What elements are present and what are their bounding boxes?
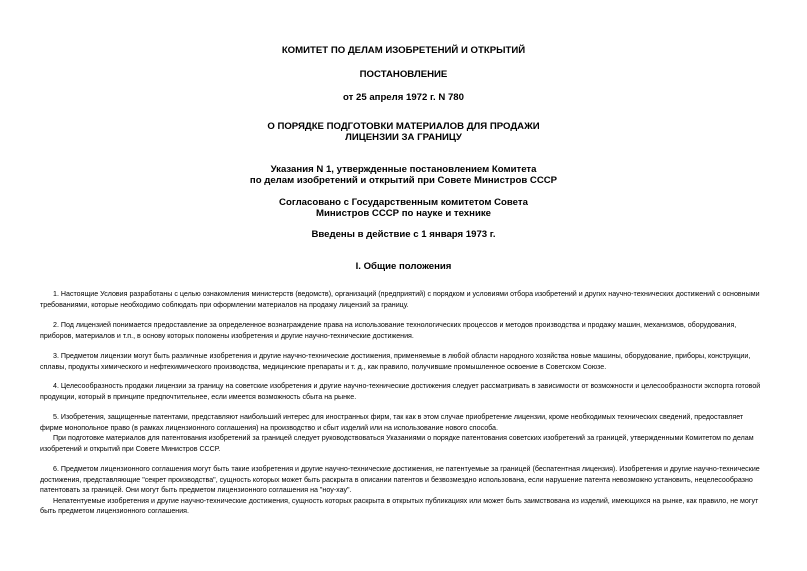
- paragraph-line: 5. Изобретения, защищенные патентами, представляют наибольший интерес для иностранных фирм, так как в этом случае приобретение лицензии, кроме необходимых технических сведений, предоставляет: [53, 413, 744, 421]
- approval-line-1: Указания N 1, утвержденные постановлением Комитета: [270, 164, 537, 175]
- paragraph-line: продукции, который в принципе предпочтительнее, если имеется возможность сбыта на рынке.: [40, 392, 357, 401]
- paragraph-line: 3. Предметом лицензии могут быть различные изобретения и другие научно-технические достижения, применяемые в любой области народного хозяйства новые машины, оборудование, приборы, конструкции,: [53, 352, 751, 360]
- paragraph-line: сплавы, продукты химического и нефтехимического производства, медицинские препараты и т. д., как правило, получившие промышленное освоение в Советском Союзе.: [40, 362, 607, 371]
- effective-date: Введены в действие с 1 января 1973 г.: [311, 229, 496, 240]
- paragraph-line: патентовать за границей. Они могут быть предметом лицензионного соглашения на "ноу-хау".: [40, 486, 352, 494]
- paragraph-line: 1. Настоящие Условия разработаны с целью ознакомления министерств (ведомств), организаций (предприятий) с порядком и условиями отбора изобретений и других научно-технических достижений с основными: [53, 290, 760, 298]
- paragraph-5: [40, 412, 767, 454]
- agreed-line-1: Согласовано с Государственным комитетом Совета: [279, 197, 528, 208]
- paragraph-line: требованиями, которые необходимо соблюдать при оформлении материалов на продажу лицензий за границу.: [40, 300, 409, 309]
- paragraph-line: быть предметом лицензионного соглашения.: [40, 507, 189, 515]
- paragraph-4: [40, 381, 767, 402]
- paragraph-1: [40, 289, 767, 310]
- approval-line-2: по делам изобретений и открытий при Совете Министров СССР: [249, 175, 558, 186]
- paragraph-line: 4. Целесообразность продажи лицензии за границу на советские изобретения и другие научно-технические достижения следует рассматривать в зависимости от возможности и целесообразности экспорта готовой: [53, 382, 761, 390]
- paragraph-line: приборов, материалов и т.п., в основу которых положены изобретения и другие научно-технические достижения.: [40, 331, 414, 340]
- paragraph-6: [40, 464, 767, 517]
- paragraph-line: фирме монопольное право (в рамках лицензионного соглашения) на производство и сбыт изделий или на использование нового способа.: [40, 423, 498, 432]
- paragraph-3: [40, 351, 767, 372]
- paragraph-line: изобретений и открытий при Совете Министров СССР.: [40, 444, 221, 453]
- title-line-1: О ПОРЯДКЕ ПОДГОТОВКИ МАТЕРИАЛОВ ДЛЯ ПРОДАЖИ: [267, 121, 540, 132]
- paragraph-line: 6. Предметом лицензионного соглашения могут быть такие изобретения и другие научно-технические достижения, не патентуемые за границей (беспатентная лицензия). Изобретения и другие научно-технические: [53, 465, 760, 473]
- agreed-line-2: Министров СССР по науке и технике: [316, 208, 491, 219]
- paragraph-line: Непатентуемые изобретения и другие научно-технические достижения, сущность которых раскрыта в открытых публикациях или может быть заимствована из изделий, имеющихся на рынке, как правило, не могут: [53, 496, 759, 505]
- committee-heading: КОМИТЕТ ПО ДЕЛАМ ИЗОБРЕТЕНИЙ И ОТКРЫТИЙ: [281, 45, 526, 56]
- title-line-2: ЛИЦЕНЗИИ ЗА ГРАНИЦУ: [345, 132, 462, 143]
- section-heading: I. Общие положения: [355, 261, 452, 272]
- paragraph-line: достижения, представляющие "секрет производства", сущность которых может быть раскрыта в описании патентов и безвозмездно использована, если нарушение патента невозможно установить, нецелесообразно: [40, 475, 753, 484]
- paragraph-line: 2. Под лицензией понимается предоставление за определенное вознаграждение права на использование технологических процессов и методов производства и продажу машин, механизмов, оборудования,: [53, 321, 737, 329]
- date-number: от 25 апреля 1972 г. N 780: [343, 92, 464, 103]
- paragraph-2: [40, 320, 767, 341]
- paragraph-line: При подготовке материалов для патентования изобретений за границей следует руководствоваться Указаниями о порядке патентования советских изобретений за границей, утвержденными Комитетом по делам: [53, 434, 754, 442]
- document-type: ПОСТАНОВЛЕНИЕ: [359, 69, 448, 80]
